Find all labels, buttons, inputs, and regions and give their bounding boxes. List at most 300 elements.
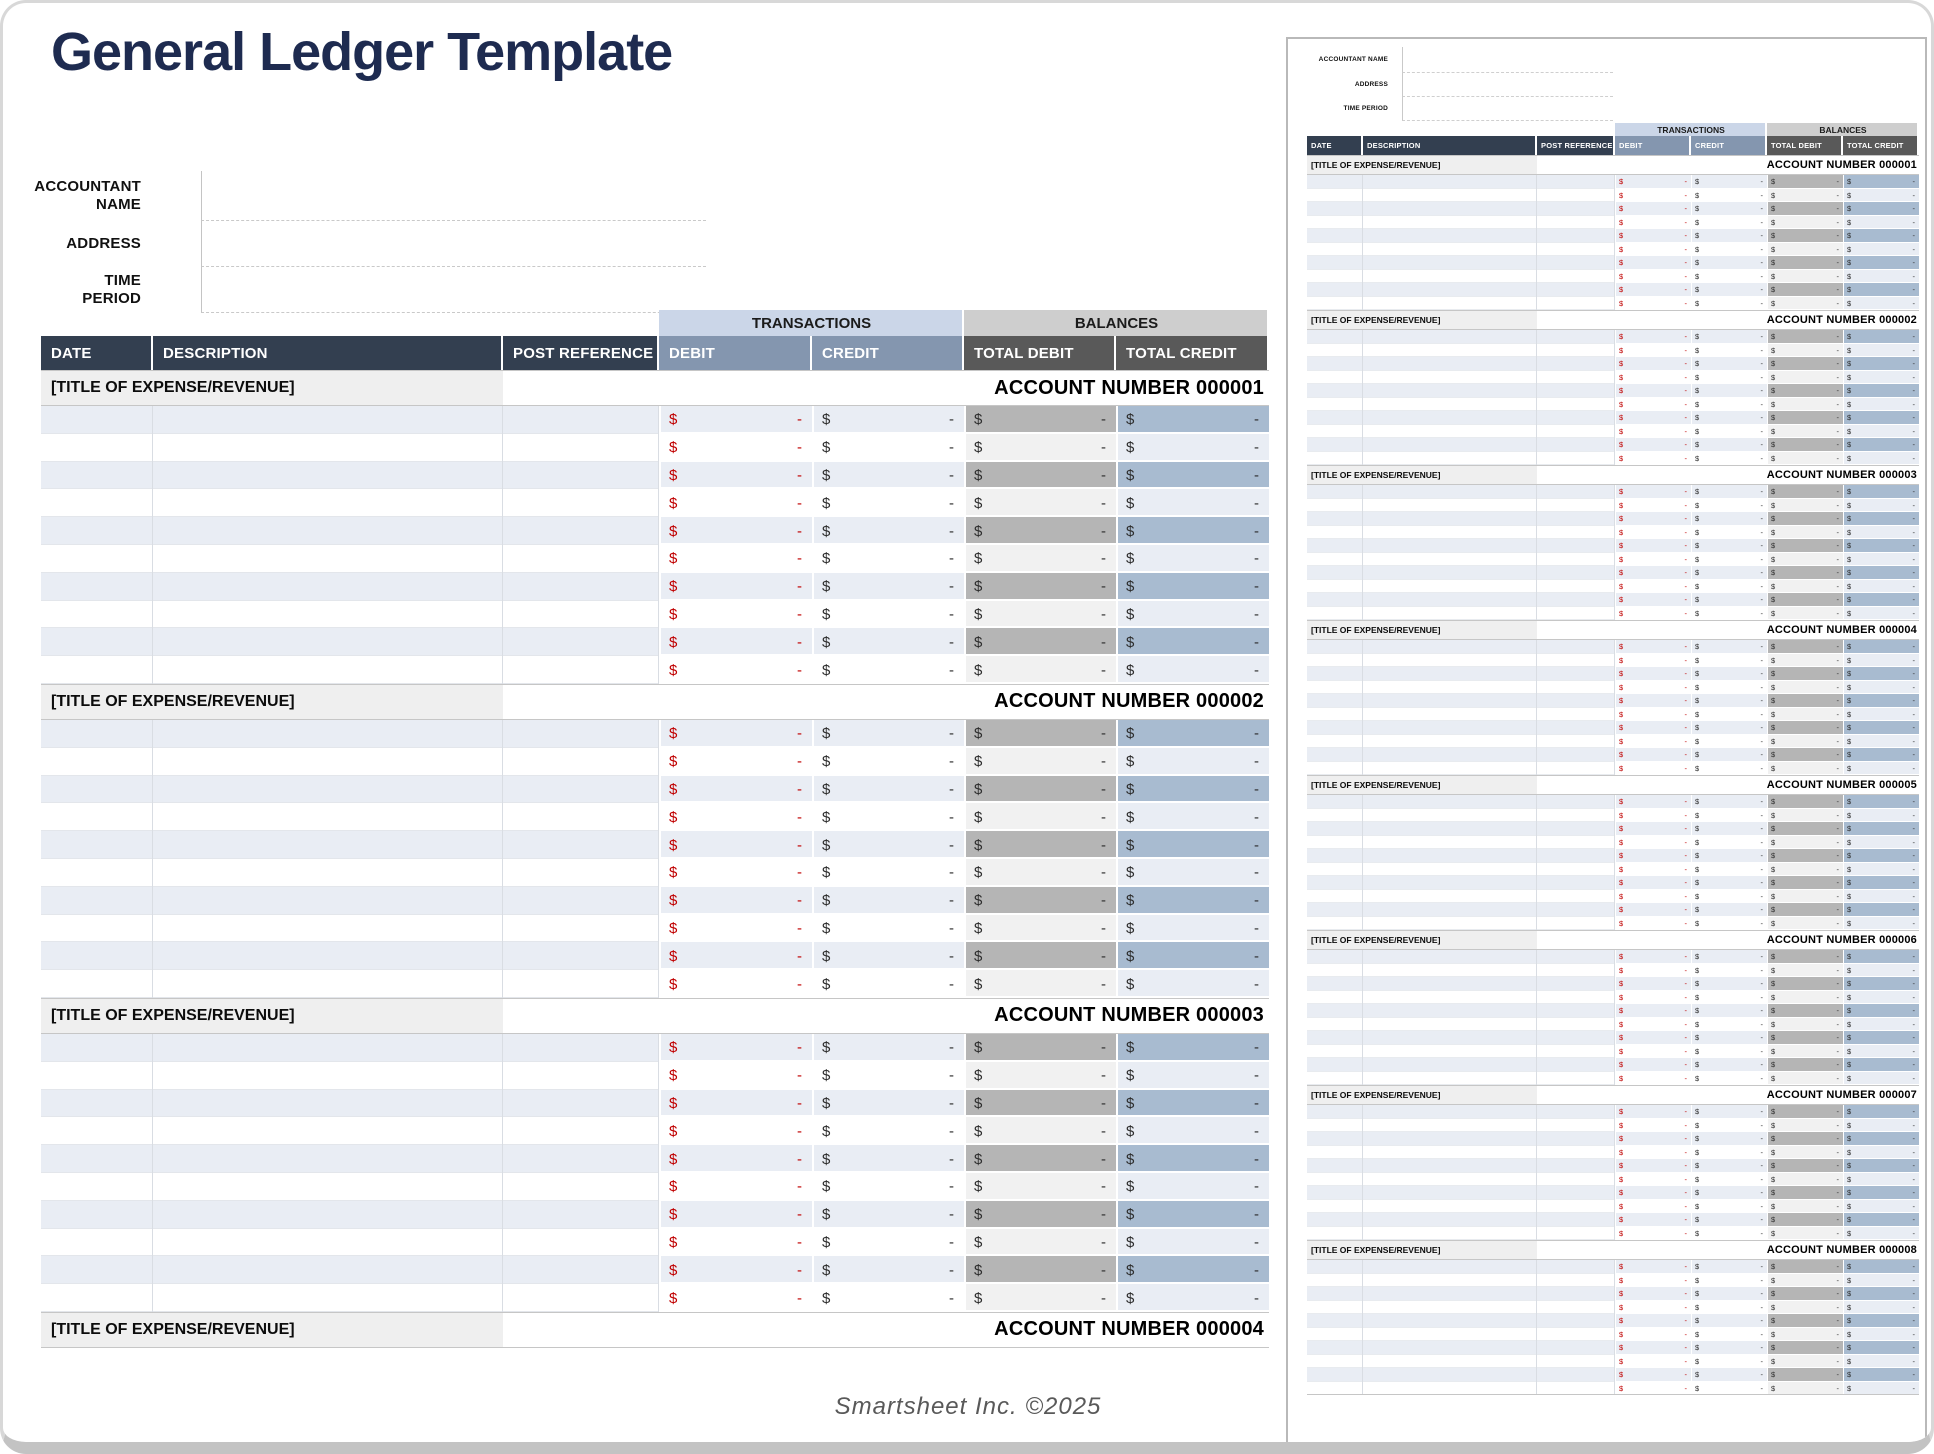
debit-amount-cell[interactable]: [659, 628, 812, 656]
debit-amount-cell[interactable]: [659, 720, 812, 748]
post-reference-cell[interactable]: [503, 1173, 659, 1201]
date-cell[interactable]: [41, 1201, 153, 1229]
description-cell[interactable]: [153, 628, 503, 656]
amount-placeholder: -: [1760, 500, 1763, 510]
credit-amount-cell[interactable]: [812, 970, 964, 998]
post-reference-cell[interactable]: [503, 1201, 659, 1229]
total-debit-amount-cell[interactable]: [964, 859, 1116, 887]
total-credit-amount-cell[interactable]: [1116, 1090, 1269, 1118]
date-cell[interactable]: [41, 1062, 153, 1090]
debit-amount-cell[interactable]: [659, 859, 812, 887]
credit-amount-cell[interactable]: [812, 462, 964, 490]
debit-amount-cell[interactable]: [659, 1173, 812, 1201]
description-cell[interactable]: [153, 970, 503, 998]
debit-amount-cell[interactable]: [659, 406, 812, 434]
total-debit-amount-cell[interactable]: [964, 462, 1116, 490]
credit-amount-cell[interactable]: [812, 720, 964, 748]
date-cell[interactable]: [41, 1145, 153, 1173]
currency-symbol: $: [1695, 1302, 1700, 1312]
time-period-field[interactable]: [201, 267, 706, 313]
credit-amount-cell[interactable]: [812, 628, 964, 656]
debit-amount-cell[interactable]: [659, 1256, 812, 1284]
credit-amount-cell[interactable]: [812, 803, 964, 831]
date-cell[interactable]: [41, 434, 153, 462]
credit-amount-cell[interactable]: [812, 1173, 964, 1201]
debit-amount-cell: [1615, 485, 1691, 499]
debit-amount-cell[interactable]: [659, 1090, 812, 1118]
ledger-data-row: [41, 720, 1269, 748]
description-cell[interactable]: [153, 1117, 503, 1145]
currency-symbol: $: [1771, 1120, 1776, 1130]
currency-symbol: $: [1771, 837, 1776, 847]
date-cell[interactable]: [41, 628, 153, 656]
description-cell[interactable]: [153, 1173, 503, 1201]
total-credit-amount-cell[interactable]: [1116, 1229, 1269, 1257]
date-cell[interactable]: [41, 831, 153, 859]
post-reference-cell[interactable]: [503, 1256, 659, 1284]
description-cell[interactable]: [153, 1229, 503, 1257]
debit-amount-cell[interactable]: [659, 887, 812, 915]
debit-amount-cell[interactable]: [659, 776, 812, 804]
credit-amount-cell[interactable]: [812, 1117, 964, 1145]
currency-symbol: $: [1847, 682, 1852, 692]
date-cell[interactable]: [41, 406, 153, 434]
total-credit-amount-cell[interactable]: [1116, 1201, 1269, 1229]
total-credit-amount-cell[interactable]: [1116, 915, 1269, 943]
credit-amount-cell: [1691, 1328, 1767, 1342]
debit-amount-cell[interactable]: [659, 601, 812, 629]
total-credit-amount-cell[interactable]: [1116, 887, 1269, 915]
amount-placeholder: -: [1684, 709, 1687, 719]
debit-amount-cell[interactable]: [659, 545, 812, 573]
section-title[interactable]: [TITLE OF EXPENSE/REVENUE]: [41, 1313, 503, 1347]
total-credit-amount-cell[interactable]: [1116, 573, 1269, 601]
currency-symbol: $: [1619, 965, 1624, 975]
description-cell[interactable]: [153, 1034, 503, 1062]
total-credit-amount-cell[interactable]: [1116, 970, 1269, 998]
description-cell[interactable]: [153, 656, 503, 684]
date-cell[interactable]: [41, 887, 153, 915]
total-credit-amount-cell[interactable]: [1116, 942, 1269, 970]
date-cell[interactable]: [41, 1173, 153, 1201]
currency-symbol: $: [974, 975, 983, 993]
description-cell[interactable]: [153, 1062, 503, 1090]
description-cell[interactable]: [153, 1256, 503, 1284]
amount-placeholder: -: [1912, 1046, 1915, 1056]
debit-amount-cell[interactable]: [659, 434, 812, 462]
total-debit-amount-cell[interactable]: [964, 1173, 1116, 1201]
currency-symbol: $: [1847, 285, 1852, 295]
total-debit-amount-cell[interactable]: [964, 628, 1116, 656]
amount-placeholder: -: [1912, 204, 1915, 214]
description-cell[interactable]: [153, 1090, 503, 1118]
credit-amount-cell[interactable]: [812, 1062, 964, 1090]
amount-placeholder: -: [1684, 1120, 1687, 1130]
date-cell[interactable]: [41, 776, 153, 804]
total-debit-amount-cell[interactable]: [964, 656, 1116, 684]
total-debit-amount-cell[interactable]: [964, 1145, 1116, 1173]
description-cell[interactable]: [153, 748, 503, 776]
address-label: ADDRESS: [66, 235, 141, 252]
date-cell[interactable]: [41, 803, 153, 831]
ledger-data-row: [1307, 1105, 1919, 1119]
total-debit-amount-cell[interactable]: [964, 545, 1116, 573]
total-debit-amount-cell[interactable]: [964, 1034, 1116, 1062]
total-credit-amount-cell[interactable]: [1116, 776, 1269, 804]
credit-amount-cell: [1691, 1031, 1767, 1045]
credit-amount-cell[interactable]: [812, 489, 964, 517]
amount-placeholder: -: [949, 466, 954, 484]
date-cell: [1307, 189, 1363, 203]
date-cell[interactable]: [41, 1117, 153, 1145]
total-credit-amount-cell[interactable]: [1116, 462, 1269, 490]
date-cell[interactable]: [41, 573, 153, 601]
post-reference-cell[interactable]: [503, 434, 659, 462]
total-credit-amount-cell[interactable]: [1116, 720, 1269, 748]
total-credit-amount-cell[interactable]: [1116, 1034, 1269, 1062]
description-cell[interactable]: [153, 462, 503, 490]
date-cell: [1307, 270, 1363, 284]
total-debit-amount-cell[interactable]: [964, 803, 1116, 831]
credit-amount-cell[interactable]: [812, 859, 964, 887]
post-reference-cell: [1537, 1301, 1615, 1315]
date-cell[interactable]: [41, 462, 153, 490]
ledger-data-row: [41, 656, 1269, 684]
post-reference-cell[interactable]: [503, 720, 659, 748]
description-cell[interactable]: [153, 1284, 503, 1312]
post-reference-cell[interactable]: [503, 1145, 659, 1173]
date-cell[interactable]: [41, 517, 153, 545]
total-debit-amount-cell: [1767, 202, 1843, 216]
amount-placeholder: -: [1836, 763, 1839, 773]
total-credit-amount-cell[interactable]: [1116, 489, 1269, 517]
total-credit-amount-cell[interactable]: [1116, 517, 1269, 545]
credit-amount-cell[interactable]: [812, 1256, 964, 1284]
currency-symbol: $: [1619, 1215, 1624, 1225]
total-debit-amount-cell[interactable]: [964, 1284, 1116, 1312]
total-credit-amount-cell[interactable]: [1116, 1284, 1269, 1312]
amount-placeholder: -: [1760, 1033, 1763, 1043]
date-cell[interactable]: [41, 1284, 153, 1312]
description-cell[interactable]: [153, 434, 503, 462]
post-reference-cell[interactable]: [503, 573, 659, 601]
total-credit-amount-cell[interactable]: [1116, 545, 1269, 573]
amount-placeholder: -: [1760, 581, 1763, 591]
date-cell[interactable]: [41, 601, 153, 629]
description-cell: [1363, 1045, 1537, 1059]
column-header-post-reference: POST REFERENCE: [503, 336, 659, 370]
credit-amount-cell[interactable]: [812, 887, 964, 915]
total-debit-amount-cell: [1767, 189, 1843, 203]
debit-amount-cell: [1615, 512, 1691, 526]
total-debit-amount-cell: [1767, 809, 1843, 823]
date-cell[interactable]: [41, 656, 153, 684]
total-debit-amount-cell[interactable]: [964, 601, 1116, 629]
debit-amount-cell[interactable]: [659, 656, 812, 684]
debit-amount-cell: [1615, 398, 1691, 412]
amount-placeholder: -: [1912, 359, 1915, 369]
credit-amount-cell: [1691, 485, 1767, 499]
total-debit-amount-cell[interactable]: [964, 434, 1116, 462]
post-reference-cell[interactable]: [503, 656, 659, 684]
total-credit-amount-cell[interactable]: [1116, 1256, 1269, 1284]
total-credit-amount-cell: [1843, 485, 1919, 499]
post-reference-cell[interactable]: [503, 545, 659, 573]
post-reference-cell: [1537, 964, 1615, 978]
credit-amount-cell[interactable]: [812, 748, 964, 776]
post-reference-cell[interactable]: [503, 803, 659, 831]
credit-amount-cell[interactable]: [812, 573, 964, 601]
post-reference-cell[interactable]: [503, 887, 659, 915]
total-debit-amount-cell[interactable]: [964, 776, 1116, 804]
credit-amount-cell[interactable]: [812, 517, 964, 545]
debit-amount-cell[interactable]: [659, 1034, 812, 1062]
post-reference-cell[interactable]: [503, 942, 659, 970]
total-debit-amount-cell[interactable]: [964, 406, 1116, 434]
credit-amount-cell[interactable]: [812, 1145, 964, 1173]
amount-placeholder: -: [1760, 1370, 1763, 1380]
currency-symbol: $: [1619, 723, 1624, 733]
description-cell[interactable]: [153, 831, 503, 859]
debit-amount-cell[interactable]: [659, 803, 812, 831]
total-debit-amount-cell[interactable]: [964, 1201, 1116, 1229]
debit-amount-cell[interactable]: [659, 970, 812, 998]
account-section-title-row: [41, 370, 1269, 406]
total-credit-amount-cell[interactable]: [1116, 831, 1269, 859]
date-cell[interactable]: [41, 1034, 153, 1062]
debit-amount-cell[interactable]: [659, 1284, 812, 1312]
currency-symbol: $: [974, 753, 983, 771]
credit-amount-cell[interactable]: [812, 1284, 964, 1312]
debit-amount-cell[interactable]: [659, 942, 812, 970]
description-cell[interactable]: [153, 915, 503, 943]
total-debit-amount-cell[interactable]: [964, 573, 1116, 601]
date-cell[interactable]: [41, 970, 153, 998]
currency-symbol: $: [1619, 595, 1624, 605]
credit-amount-cell[interactable]: [812, 831, 964, 859]
currency-symbol: $: [1771, 1006, 1776, 1016]
debit-amount-cell[interactable]: [659, 831, 812, 859]
currency-symbol: $: [1847, 1060, 1852, 1070]
post-reference-cell[interactable]: [503, 915, 659, 943]
credit-amount-cell: [1691, 1368, 1767, 1382]
currency-symbol: $: [1847, 1107, 1852, 1117]
date-cell[interactable]: [41, 748, 153, 776]
description-cell[interactable]: [153, 406, 503, 434]
column-header-total-credit: TOTAL CREDIT: [1116, 336, 1269, 370]
debit-amount-cell[interactable]: [659, 1229, 812, 1257]
post-reference-cell[interactable]: [503, 1090, 659, 1118]
post-reference-cell[interactable]: [503, 859, 659, 887]
accountant-name-field[interactable]: [201, 171, 706, 221]
currency-symbol: $: [822, 1289, 831, 1307]
amount-placeholder: -: [1684, 1107, 1687, 1117]
amount-placeholder: -: [1912, 918, 1915, 928]
credit-amount-cell[interactable]: [812, 601, 964, 629]
debit-amount-cell[interactable]: [659, 1117, 812, 1145]
total-credit-amount-cell: [1843, 330, 1919, 344]
post-reference-cell[interactable]: [503, 1229, 659, 1257]
date-cell: [1307, 216, 1363, 230]
description-cell[interactable]: [153, 776, 503, 804]
post-reference-cell[interactable]: [503, 1117, 659, 1145]
post-reference-cell[interactable]: [503, 1062, 659, 1090]
total-debit-amount-cell[interactable]: [964, 1090, 1116, 1118]
date-cell[interactable]: [41, 1090, 153, 1118]
currency-symbol: $: [1695, 190, 1700, 200]
date-cell[interactable]: [41, 545, 153, 573]
total-debit-amount-cell: [1767, 411, 1843, 425]
total-credit-amount-cell[interactable]: [1116, 628, 1269, 656]
credit-amount-cell[interactable]: [812, 1201, 964, 1229]
total-debit-amount-cell[interactable]: [964, 915, 1116, 943]
description-cell[interactable]: [153, 720, 503, 748]
total-debit-amount-cell[interactable]: [964, 517, 1116, 545]
date-cell[interactable]: [41, 915, 153, 943]
section-title[interactable]: [TITLE OF EXPENSE/REVENUE]: [41, 999, 503, 1033]
post-reference-cell: [1537, 917, 1615, 931]
total-debit-amount-cell[interactable]: [964, 720, 1116, 748]
post-reference-cell[interactable]: [503, 462, 659, 490]
currency-symbol: $: [1771, 399, 1776, 409]
description-cell[interactable]: [153, 545, 503, 573]
description-cell[interactable]: [153, 1201, 503, 1229]
total-debit-amount-cell[interactable]: [964, 887, 1116, 915]
amount-placeholder: -: [1760, 1060, 1763, 1070]
debit-amount-cell[interactable]: [659, 915, 812, 943]
description-cell[interactable]: [153, 859, 503, 887]
total-credit-amount-cell: [1843, 229, 1919, 243]
debit-amount-cell[interactable]: [659, 1062, 812, 1090]
total-credit-amount-cell[interactable]: [1116, 803, 1269, 831]
post-reference-cell: [1537, 1058, 1615, 1072]
amount-placeholder: -: [1684, 723, 1687, 733]
post-reference-cell[interactable]: [503, 970, 659, 998]
description-cell[interactable]: [153, 1145, 503, 1173]
date-cell[interactable]: [41, 720, 153, 748]
post-reference-cell[interactable]: [503, 748, 659, 776]
total-debit-amount-cell[interactable]: [964, 1256, 1116, 1284]
credit-amount-cell[interactable]: [812, 545, 964, 573]
total-credit-amount-cell[interactable]: [1116, 748, 1269, 776]
date-cell[interactable]: [41, 859, 153, 887]
total-credit-amount-cell[interactable]: [1116, 859, 1269, 887]
credit-amount-cell[interactable]: [812, 1034, 964, 1062]
amount-placeholder: -: [1836, 965, 1839, 975]
total-debit-amount-cell[interactable]: [964, 1229, 1116, 1257]
date-cell: [1307, 654, 1363, 668]
total-debit-amount-cell: [1767, 890, 1843, 904]
description-cell[interactable]: [153, 803, 503, 831]
debit-amount-cell[interactable]: [659, 517, 812, 545]
date-cell[interactable]: [41, 1256, 153, 1284]
debit-amount-cell[interactable]: [659, 1145, 812, 1173]
credit-amount-cell: [1691, 566, 1767, 580]
total-debit-amount-cell[interactable]: [964, 970, 1116, 998]
address-field[interactable]: [201, 221, 706, 267]
description-cell[interactable]: [153, 887, 503, 915]
amount-placeholder: -: [797, 661, 802, 679]
total-credit-amount-cell[interactable]: [1116, 1117, 1269, 1145]
total-credit-amount-cell[interactable]: [1116, 1062, 1269, 1090]
post-reference-cell[interactable]: [503, 1284, 659, 1312]
total-credit-amount-cell[interactable]: [1116, 1173, 1269, 1201]
description-cell[interactable]: [153, 573, 503, 601]
post-reference-cell[interactable]: [503, 517, 659, 545]
credit-amount-cell[interactable]: [812, 776, 964, 804]
credit-amount-cell[interactable]: [812, 434, 964, 462]
currency-symbol: $: [1695, 527, 1700, 537]
section-title[interactable]: [TITLE OF EXPENSE/REVENUE]: [41, 685, 503, 719]
post-reference-cell[interactable]: [503, 601, 659, 629]
description-cell[interactable]: [153, 517, 503, 545]
total-debit-amount-cell[interactable]: [964, 489, 1116, 517]
credit-amount-cell[interactable]: [812, 942, 964, 970]
ledger-data-row: [1307, 681, 1919, 695]
total-debit-amount-cell[interactable]: [964, 1117, 1116, 1145]
total-credit-amount-cell[interactable]: [1116, 656, 1269, 684]
currency-symbol: $: [1847, 1383, 1852, 1393]
debit-amount-cell: [1615, 593, 1691, 607]
debit-amount-cell[interactable]: [659, 573, 812, 601]
total-credit-amount-cell[interactable]: [1116, 601, 1269, 629]
description-cell[interactable]: [153, 942, 503, 970]
currency-symbol: $: [1695, 1329, 1700, 1339]
credit-amount-cell[interactable]: [812, 406, 964, 434]
credit-amount-cell[interactable]: [812, 1229, 964, 1257]
post-reference-cell[interactable]: [503, 831, 659, 859]
total-debit-amount-cell[interactable]: [964, 831, 1116, 859]
date-cell[interactable]: [41, 942, 153, 970]
amount-placeholder: -: [1684, 1383, 1687, 1393]
section-title[interactable]: [TITLE OF EXPENSE/REVENUE]: [41, 371, 503, 405]
post-reference-cell[interactable]: [503, 406, 659, 434]
post-reference-cell[interactable]: [503, 489, 659, 517]
debit-amount-cell[interactable]: [659, 489, 812, 517]
total-debit-amount-cell[interactable]: [964, 942, 1116, 970]
total-debit-amount-cell[interactable]: [964, 748, 1116, 776]
credit-amount-cell: [1691, 1132, 1767, 1146]
description-cell: [1363, 795, 1537, 809]
currency-symbol: $: [1695, 258, 1700, 268]
date-cell[interactable]: [41, 489, 153, 517]
post-reference-cell[interactable]: [503, 776, 659, 804]
debit-amount-cell[interactable]: [659, 748, 812, 776]
post-reference-cell[interactable]: [503, 1034, 659, 1062]
description-cell: [1363, 1355, 1537, 1369]
debit-amount-cell[interactable]: [659, 1201, 812, 1229]
total-debit-amount-cell: [1767, 1260, 1843, 1274]
post-reference-cell[interactable]: [503, 628, 659, 656]
credit-amount-cell[interactable]: [812, 656, 964, 684]
credit-amount-cell[interactable]: [812, 915, 964, 943]
currency-symbol: $: [1771, 891, 1776, 901]
total-credit-amount-cell[interactable]: [1116, 406, 1269, 434]
description-cell[interactable]: [153, 601, 503, 629]
debit-amount-cell[interactable]: [659, 462, 812, 490]
debit-amount-cell: [1615, 330, 1691, 344]
credit-amount-cell[interactable]: [812, 1090, 964, 1118]
total-credit-amount-cell: [1843, 344, 1919, 358]
total-credit-amount-cell[interactable]: [1116, 1145, 1269, 1173]
ledger-data-row: [1307, 735, 1919, 749]
total-debit-amount-cell[interactable]: [964, 1062, 1116, 1090]
total-credit-amount-cell[interactable]: [1116, 434, 1269, 462]
amount-placeholder: -: [1760, 655, 1763, 665]
date-cell[interactable]: [41, 1229, 153, 1257]
description-cell[interactable]: [153, 489, 503, 517]
currency-symbol: $: [1695, 285, 1700, 295]
